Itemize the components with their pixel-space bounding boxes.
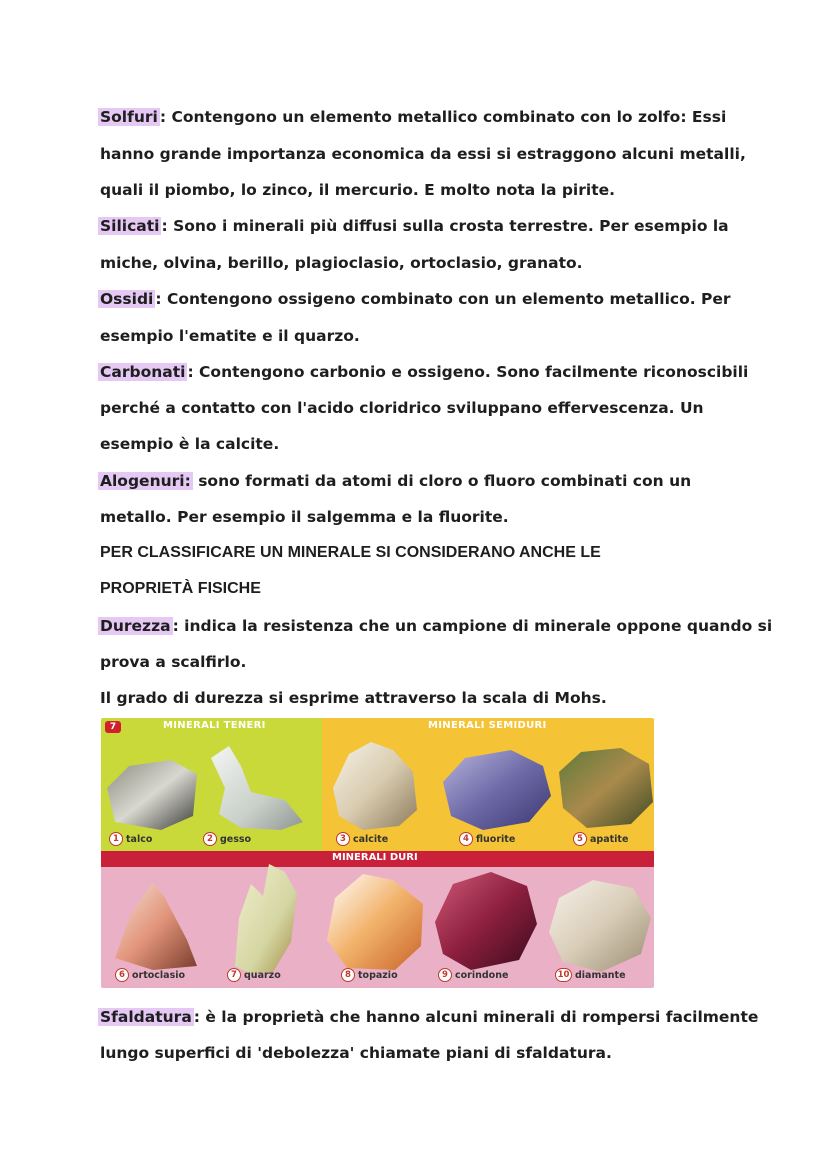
mineral-gesso-image: [211, 746, 303, 830]
term-durezza: Durezza: [100, 617, 171, 635]
paragraph-durezza-line-1: Durezza : indica la resistenza che un campione di minerale oppone quando si: [100, 617, 773, 635]
paragraph-ossidi-line-1: Ossidi : Contengono ossigeno combinato con un elemento metallico. Per: [100, 290, 731, 308]
term-sfaldatura: Sfaldatura: [100, 1008, 192, 1026]
paragraph-solfuri-line-1: Solfuri : Contengono un elemento metallico combinato con lo zolfo: Essi: [100, 108, 727, 126]
title-minerali-duri: MINERALI DURI: [332, 852, 418, 863]
mineral-diamante-image: [549, 880, 651, 972]
term-silicati: Silicati: [100, 217, 160, 235]
paragraph-solfuri-line-3: quali il piombo, lo zinco, il mercurio. E molto nota la pirite.: [100, 181, 616, 199]
paragraph-alogenuri-line-2: metallo. Per esempio il salgemma e la fluorite.: [100, 508, 509, 526]
figure-number-badge: 7: [105, 721, 121, 733]
mineral-topazio-image: [327, 874, 423, 970]
term-alogenuri: Alogenuri:: [100, 472, 191, 490]
mohs-intro: Il grado di durezza si esprime attraverso la scala di Mohs.: [100, 689, 607, 707]
mineral-label-quarzo: 7 quarzo: [227, 968, 281, 982]
paragraph-silicati-line-1: Silicati : Sono i minerali più diffusi sulla crosta terrestre. Per esempio la: [100, 217, 729, 235]
mineral-calcite-image: [333, 742, 417, 830]
paragraph-ossidi-line-2: esempio l'ematite e il quarzo.: [100, 327, 360, 345]
term-solfuri: Solfuri: [100, 108, 158, 126]
title-minerali-teneri: MINERALI TENERI: [163, 720, 266, 731]
paragraph-carbonati-line-2: perché a contatto con l'acido cloridrico sviluppano effervescenza. Un: [100, 399, 704, 417]
mineral-illustrations: [101, 718, 654, 988]
paragraph-carbonati-line-1: Carbonati : Contengono carbonio e ossigeno. Sono facilmente riconoscibili: [100, 363, 749, 381]
paragraph-solfuri-line-2: hanno grande importanza economica da essi si estraggono alcuni metalli,: [100, 145, 746, 163]
paragraph-alogenuri-line-1: Alogenuri: sono formati da atomi di cloro o fluoro combinati con un: [100, 472, 692, 490]
mineral-label-apatite: 5 apatite: [573, 832, 628, 846]
heading-line-1: PER CLASSIFICARE UN MINERALE SI CONSIDERANO ANCHE LE: [100, 544, 601, 561]
mineral-label-fluorite: 4 fluorite: [459, 832, 515, 846]
term-ossidi: Ossidi: [100, 290, 154, 308]
mineral-label-corindone: 9 corindone: [438, 968, 508, 982]
mineral-ortoclasio-image: [115, 882, 197, 970]
mineral-label-diamante: 10 diamante: [555, 968, 626, 982]
mineral-corindone-image: [435, 872, 537, 970]
mineral-label-gesso: 2 gesso: [203, 832, 251, 846]
term-carbonati: Carbonati: [100, 363, 186, 381]
mineral-quarzo-image: [235, 864, 297, 974]
title-minerali-semiduri: MINERALI SEMIDURI: [428, 720, 547, 731]
paragraph-silicati-line-2: miche, olvina, berillo, plagioclasio, ortoclasio, granato.: [100, 254, 583, 272]
mineral-talco-image: [107, 760, 197, 830]
mineral-fluorite-image: [443, 750, 551, 830]
paragraph-carbonati-line-3: esempio è la calcite.: [100, 435, 280, 453]
paragraph-sfaldatura-line-2: lungo superfici di 'debolezza' chiamate piani di sfaldatura.: [100, 1044, 612, 1062]
mineral-label-topazio: 8 topazio: [341, 968, 398, 982]
mineral-label-talco: 1 talco: [109, 832, 152, 846]
mineral-label-ortoclasio: 6 ortoclasio: [115, 968, 185, 982]
paragraph-sfaldatura-line-1: Sfaldatura : è la proprietà che hanno alcuni minerali di rompersi facilmente: [100, 1008, 759, 1026]
heading-line-2: PROPRIETÀ FISICHE: [100, 580, 261, 597]
paragraph-durezza-line-2: prova a scalfirlo.: [100, 653, 247, 671]
mineral-label-calcite: 3 calcite: [336, 832, 388, 846]
mineral-apatite-image: [559, 748, 653, 828]
mohs-scale-figure: [101, 718, 654, 988]
